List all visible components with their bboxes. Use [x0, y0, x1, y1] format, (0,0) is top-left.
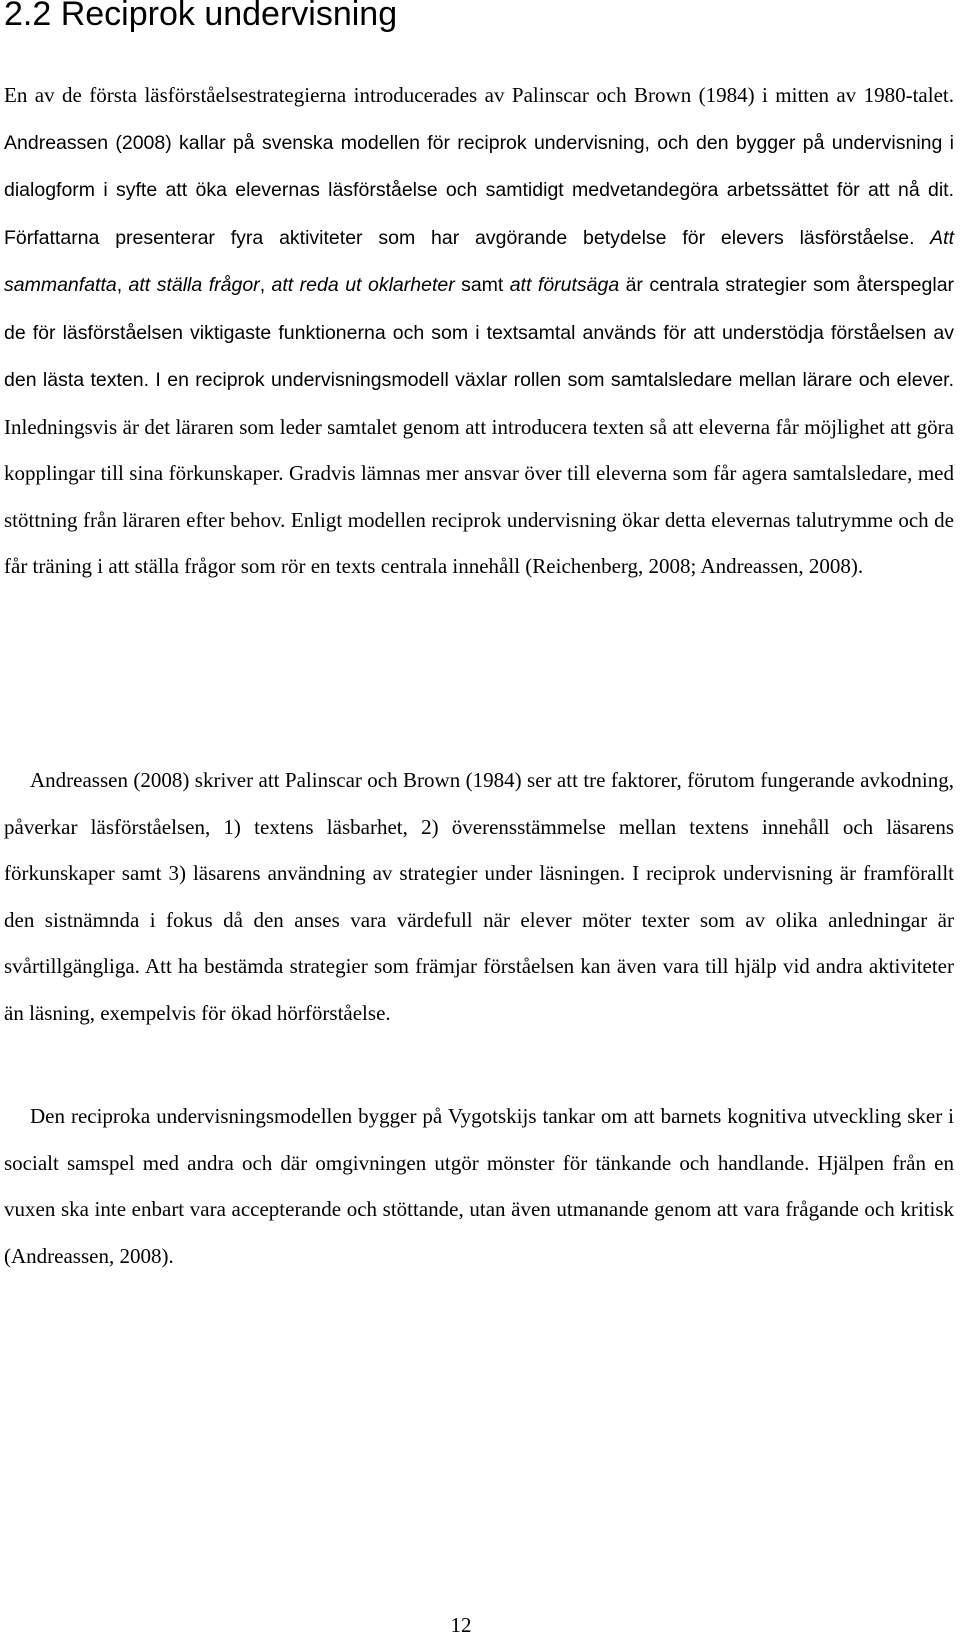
term-stalla-fragor: att ställa frågor — [128, 274, 260, 296]
term-forutsaga: att förutsäga — [509, 274, 620, 296]
paragraph-1 — [4, 72, 954, 590]
paragraph-1-serif-intro: En av de första läsförståelsestrategierna introducerades av Palinscar och Brown (1984) i mitten av 1980-talet. — [4, 83, 954, 107]
section-heading: 2.2 Reciprok undervisning — [4, 0, 398, 33]
paragraph-1-serif-outro: Inledningsvis är det läraren som leder samtalet genom att introducera texten så att eleverna får möjlighet att göra kopplingar till sina förkunskaper. Gradvis lämnas mer ansvar över till eleverna som får agera samtalsledare, med stöttning från läraren efter behov. Enligt modellen reciprok undervisning ökar detta elevernas talutrymme och de får träning i att ställa frågor som rör en texts centrala innehåll (Reichenberg, 2008; Andreassen, 2008). — [4, 414, 954, 578]
term-sammanfatta: Att sammanfatta — [4, 226, 955, 296]
separator-3: samt — [461, 274, 504, 296]
term-reda-ut-oklarheter: att reda ut oklarheter — [271, 274, 455, 296]
paragraph-2: Andreassen (2008) skriver att Palinscar och Brown (1984) ser att tre faktorer, förutom fungerande avkodning, påverkar läsförståelsen, 1) textens läsbarhet, 2) överensstämmelse mellan textens innehåll och läsarens förkunskaper samt 3) läsarens användning av strategier under läsningen. I reciprok undervisning är framförallt den sistnämnda i fokus då den anses vara värdefull när elever möter texter som av olika anledningar är svårtillgängliga. Att ha bestämda strategier som främjar förståelsen kan även vara till hjälp vid andra aktiviteter än läsning, exempelvis för ökad hörförståelse. — [4, 768, 954, 1025]
separator-2: , — [259, 274, 266, 296]
separator-1: , — [116, 274, 123, 296]
paragraph-1-sans-part-1: Andreassen (2008) kallar på svenska modellen för reciprok undervisning, och den bygger på undervisning i dialogform i syfte att öka elevernas läsförståelse och samtidigt medvetandegöra arbetssättet för att nå dit. Författarna presenterar fyra aktiviteter som har avgörande betydelse för elevers läsförståelse. — [4, 131, 954, 249]
page-number: 12 — [450, 1613, 472, 1637]
paragraph-3: Den reciproka undervisningsmodellen bygger på Vygotskijs tankar om att barnets kognitiva utveckling sker i socialt samspel med andra och där omgivningen utgör mönster för tänkande och handlande. Hjälpen från en vuxen ska inte enbart vara accepterande och stöttande, utan även utmanande genom att vara frågande och kritisk (Andreassen, 2008). — [4, 1104, 954, 1268]
paragraph-1-sans-part-2: är centrala strategier som återspeglar de för läsförståelsen viktigaste funktionerna och som i textsamtal används för att understödja förståelsen av den lästa texten. I en reciprok undervisningsmodell växlar rollen som samtalsledare mellan lärare och elever. — [4, 274, 955, 391]
